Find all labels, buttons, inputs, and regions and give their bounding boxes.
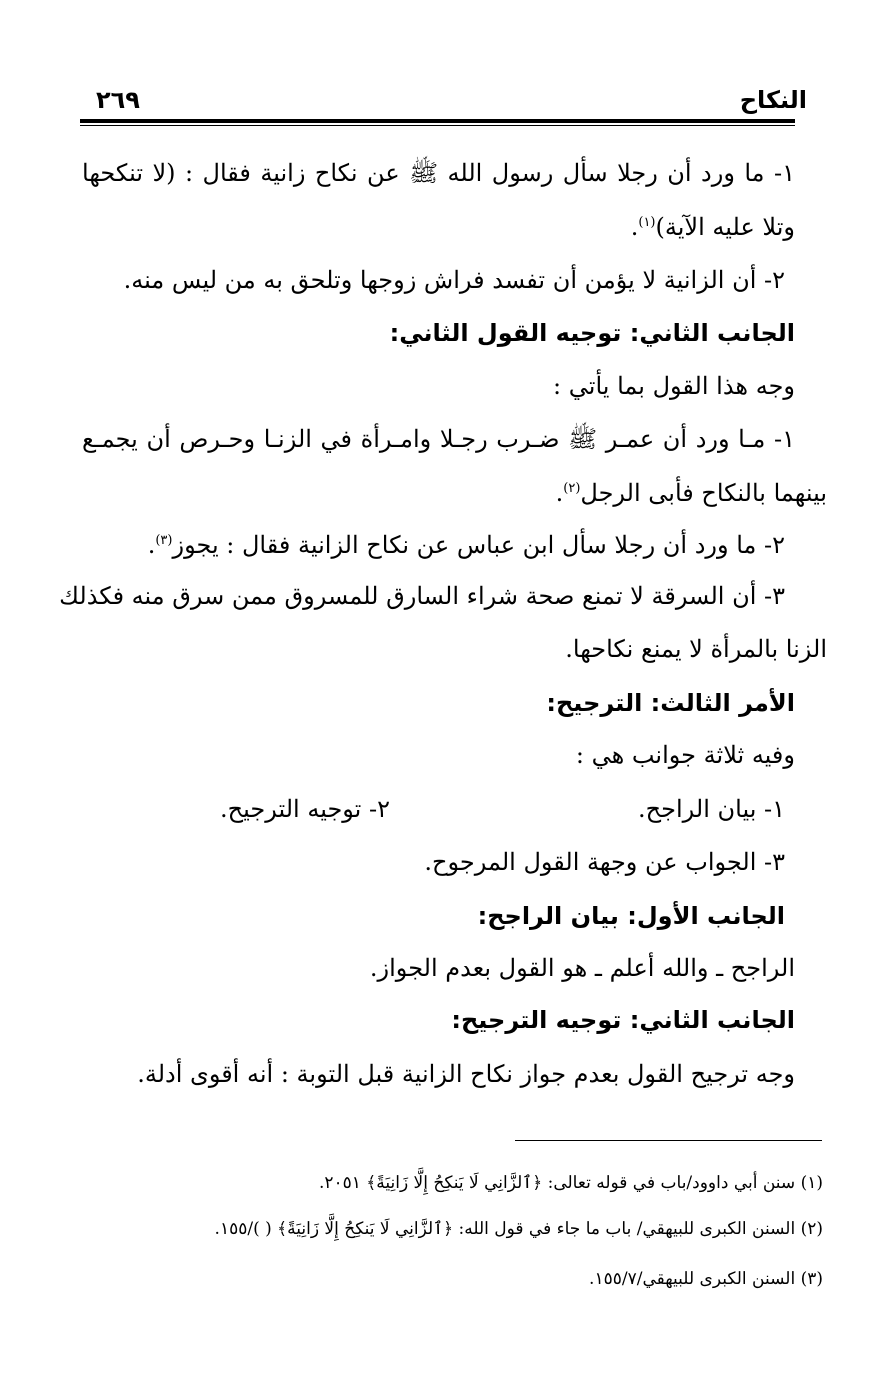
- footnote-ref: (١): [638, 215, 656, 230]
- body-line: وتلا عليه الآية)$^{(١)}$.: [630, 213, 795, 241]
- body-line: الزنا بالمرأة لا يمنع نكاحها.: [565, 635, 827, 663]
- body-line: وفيه ثلاثة جوانب هي :: [575, 741, 795, 769]
- list-item: ٢- توجيه الترجيح.: [220, 795, 390, 823]
- body-line: وجه ترجيح القول بعدم جواز نكاح الزانية قبل التوبة : أنه أقوى أدلة.: [137, 1060, 795, 1088]
- body-line: الراجح ـ والله أعلم ـ هو القول بعدم الجواز.: [369, 954, 795, 982]
- list-item: ٣- الجواب عن وجهة القول المرجوح.: [424, 848, 785, 876]
- body-line: بينهما بالنكاح فأبى الرجل$^{(٢)}$.: [555, 479, 827, 507]
- body-line: وجه هذا القول بما يأتي :: [553, 372, 795, 400]
- section-heading: الجانب الثاني: توجيه القول الثاني:: [389, 319, 795, 347]
- footnote: (٣) السنن الكبرى للبيهقي/١٥٥/٧.: [589, 1269, 823, 1289]
- footnote: (١) سنن أبي داوود/باب في قوله تعالى: ﴿ٱلزَّانِي لَا يَنكِحُ إِلَّا زَانِيَةً﴾ ٢٠٥١.: [318, 1173, 823, 1193]
- page-number: ٢٦٩: [96, 86, 140, 114]
- list-item: ١- بيان الراجح.: [638, 795, 785, 823]
- section-heading: الجانب الثاني: توجيه الترجيح:: [451, 1006, 795, 1034]
- running-header-title: النكاح: [739, 86, 807, 114]
- footnote-rule: [515, 1140, 822, 1141]
- body-line: ٢- ما ورد أن رجلا سأل ابن عباس عن نكاح الزانية فقال : يجوز$^{(٣)}$.: [147, 531, 785, 559]
- section-heading: الجانب الأول: بيان الراجح:: [477, 902, 785, 930]
- section-heading: الأمر الثالث: الترجيح:: [546, 689, 795, 717]
- footnote-ref: (٣): [155, 533, 173, 548]
- body-line: ٣- أن السرقة لا تمنع صحة شراء السارق للمسروق ممن سرق منه فكذلك: [59, 582, 785, 610]
- body-line: ١- مـا ورد أن عمـر ﷺ ضـرب رجـلا وامـرأة في الزنـا وحـرص أن يجمـع: [82, 425, 795, 453]
- footnote: (٢) السنن الكبرى للبيهقي/ باب ما جاء في قول الله: ﴿ٱلزَّانِي لَا يَنكِحُ إِلَّا زَانِيَةً﴾ ( )/١٥٥.: [214, 1219, 823, 1239]
- body-line: ٢- أن الزانية لا يؤمن أن تفسد فراش زوجها وتلحق به من ليس منه.: [123, 266, 785, 294]
- footnote-ref: (٢): [563, 481, 581, 496]
- body-line: ١- ما ورد أن رجلا سأل رسول الله ﷺ عن نكاح زانية فقال : (لا تنكحها: [82, 159, 795, 187]
- header-rule-thick: [80, 119, 795, 123]
- header-rule-thin: [80, 125, 795, 126]
